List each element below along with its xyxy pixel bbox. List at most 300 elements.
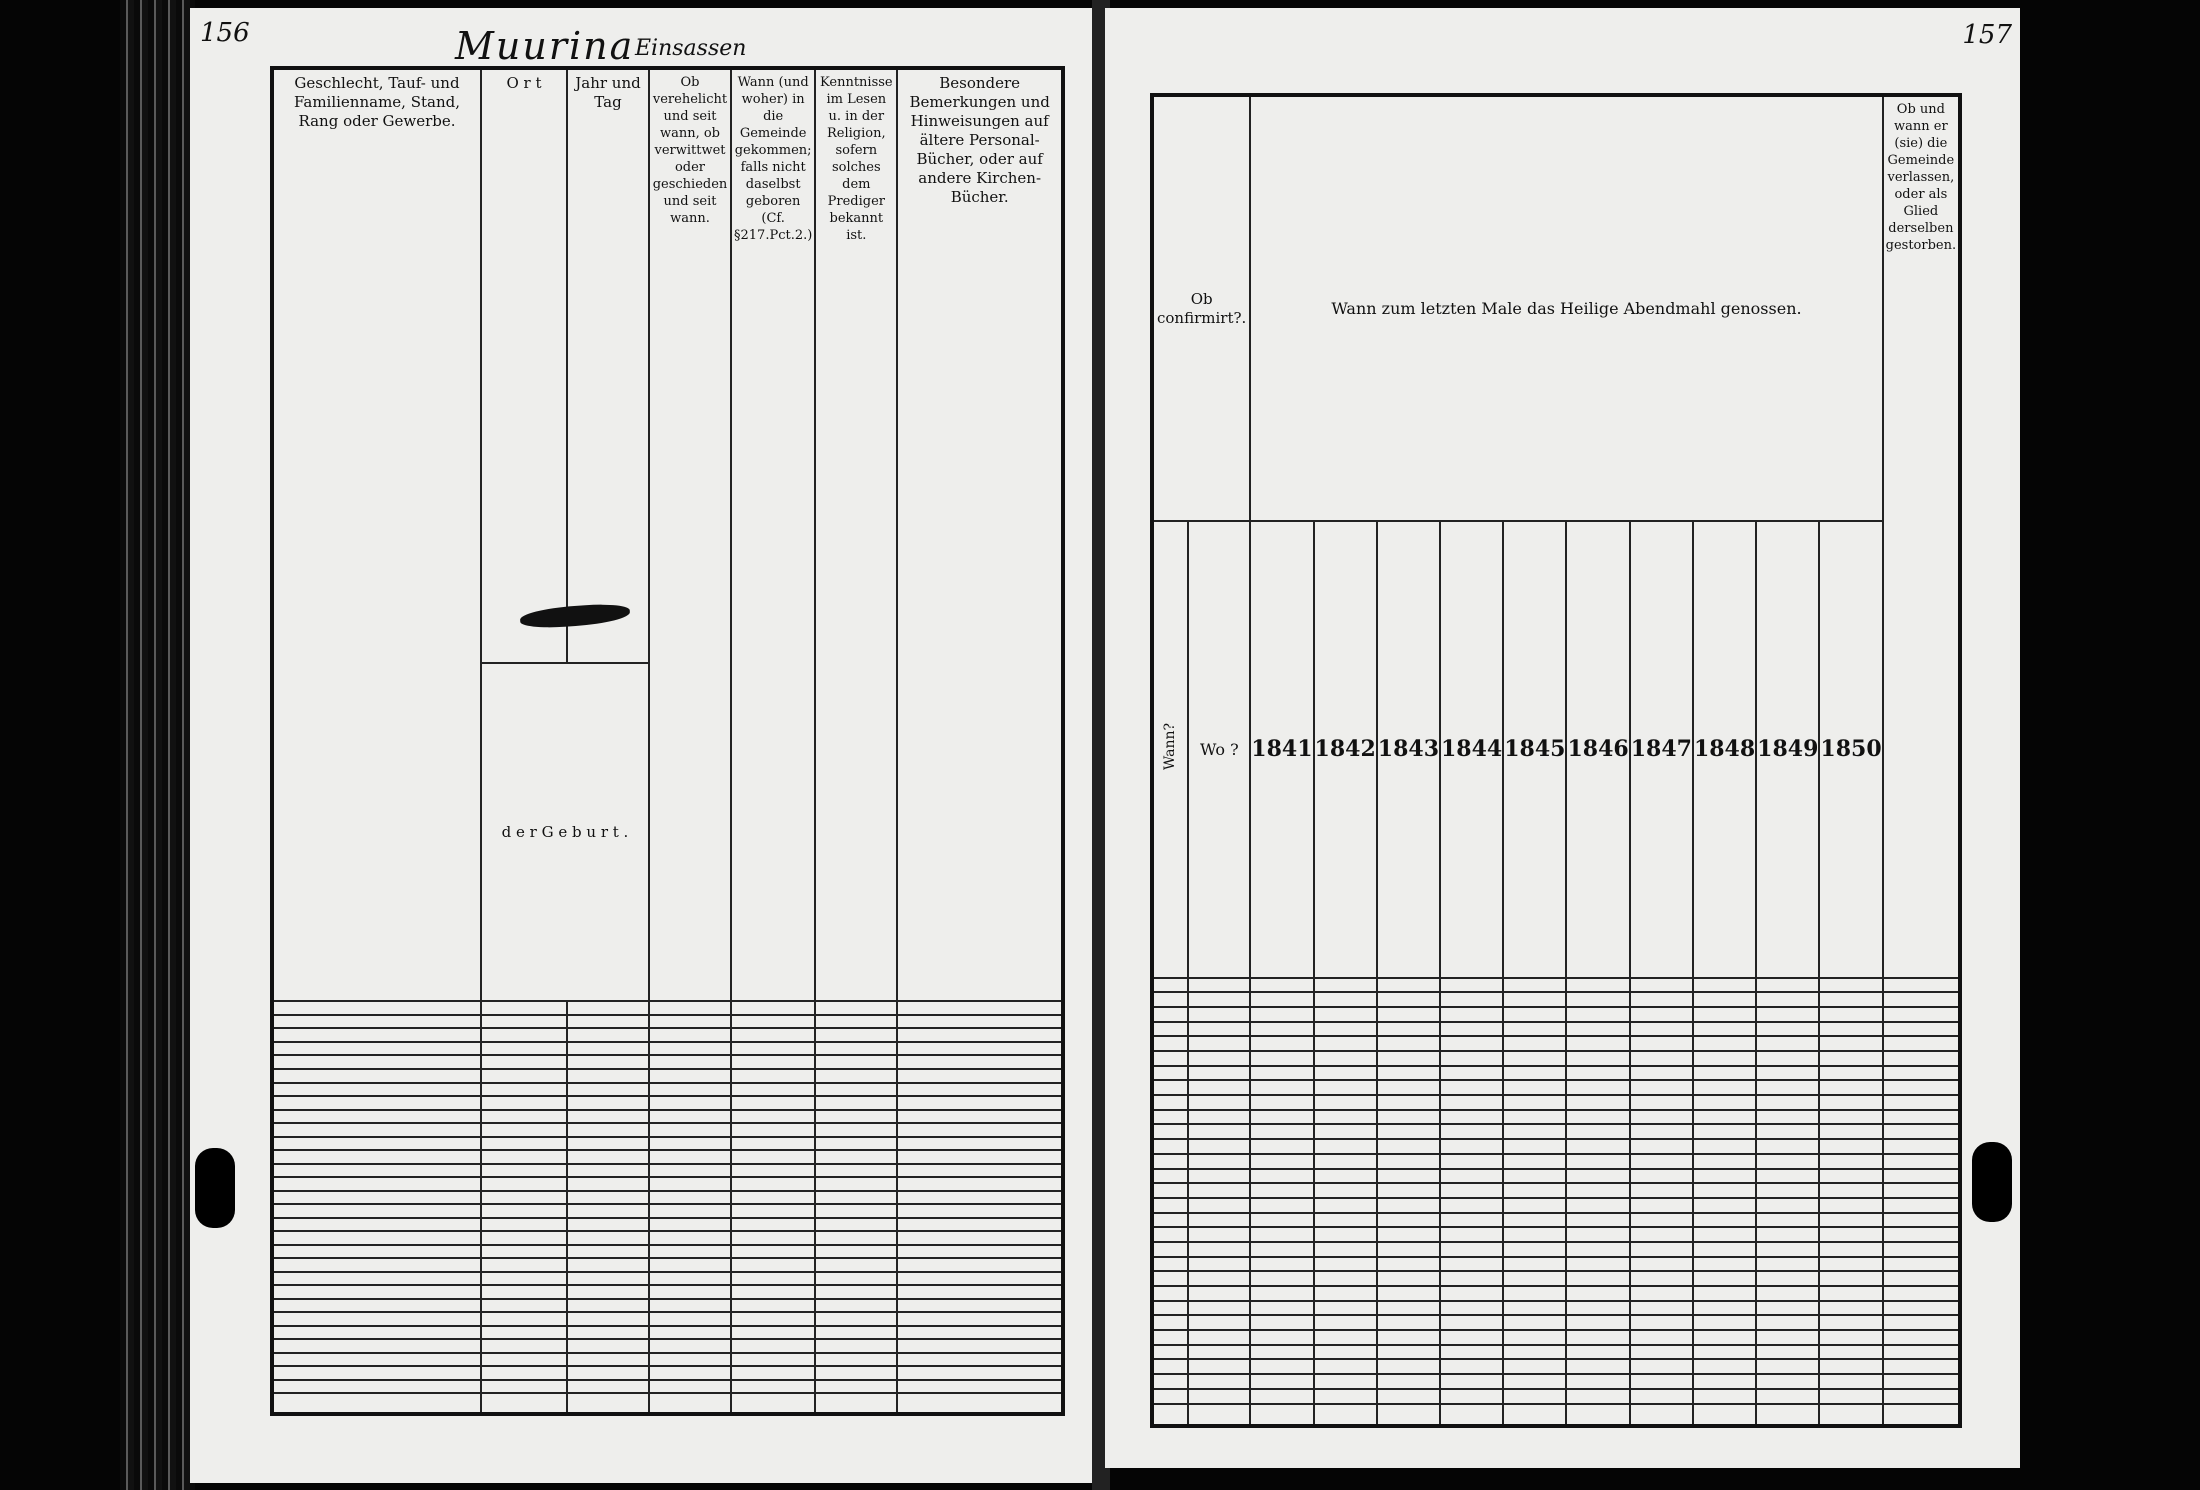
table-cell <box>481 1069 567 1083</box>
table-cell <box>1503 1154 1566 1169</box>
table-cell <box>1152 1080 1188 1095</box>
table-cell <box>1440 1066 1503 1081</box>
table-cell <box>1503 1080 1566 1095</box>
table-cell <box>815 1191 897 1205</box>
table-cell <box>1377 1066 1440 1081</box>
table-cell <box>1819 1315 1882 1330</box>
table-cell <box>815 1150 897 1164</box>
table-cell <box>1883 1271 1960 1286</box>
table-cell <box>1250 1095 1313 1110</box>
table-cell <box>567 1299 649 1313</box>
table-cell <box>815 1042 897 1056</box>
table-cell <box>649 1380 731 1394</box>
table-cell <box>1756 1404 1819 1426</box>
table-cell <box>1566 1183 1629 1198</box>
table-cell <box>1883 1301 1960 1316</box>
table-cell <box>1819 1169 1882 1184</box>
table-cell <box>1883 1198 1960 1213</box>
table-cell <box>1756 1359 1819 1374</box>
table-cell <box>1440 1022 1503 1037</box>
table-cell <box>649 1015 731 1029</box>
table-row <box>1152 1404 1960 1426</box>
table-cell <box>1152 978 1188 993</box>
table-cell <box>272 1001 481 1015</box>
table-cell <box>1250 1286 1313 1301</box>
table-cell <box>1152 1139 1188 1154</box>
table-row <box>272 1380 1063 1394</box>
table-cell <box>1566 1359 1629 1374</box>
table-cell <box>1756 1124 1819 1139</box>
table-cell <box>1503 1198 1566 1213</box>
table-cell <box>1883 1389 1960 1404</box>
table-cell <box>272 1231 481 1245</box>
table-cell <box>1503 1110 1566 1125</box>
table-cell <box>649 1110 731 1124</box>
table-cell <box>649 1326 731 1340</box>
table-cell <box>1566 1124 1629 1139</box>
table-cell <box>1883 1154 1960 1169</box>
table-row <box>272 1285 1063 1299</box>
table-cell <box>649 1218 731 1232</box>
table-cell <box>272 1285 481 1299</box>
table-cell <box>1630 978 1693 993</box>
table-cell <box>1693 1271 1756 1286</box>
table-cell <box>1250 1359 1313 1374</box>
table-cell <box>1819 1124 1882 1139</box>
table-cell <box>1693 1183 1756 1198</box>
table-cell <box>1440 1213 1503 1228</box>
table-row <box>272 1353 1063 1367</box>
table-cell <box>1250 1271 1313 1286</box>
table-cell <box>1377 1374 1440 1389</box>
table-cell <box>272 1245 481 1259</box>
table-cell <box>1152 1095 1188 1110</box>
table-cell <box>1630 1374 1693 1389</box>
table-cell <box>1314 1007 1377 1022</box>
table-cell <box>1566 1286 1629 1301</box>
table-cell <box>897 1191 1063 1205</box>
table-cell <box>815 1393 897 1414</box>
year-header-1845: 1845 <box>1503 521 1566 977</box>
table-row <box>272 1272 1063 1286</box>
table-row <box>1152 1301 1960 1316</box>
table-cell <box>272 1015 481 1029</box>
table-cell <box>731 1028 815 1042</box>
table-cell <box>897 1380 1063 1394</box>
table-cell <box>1188 1080 1250 1095</box>
table-cell <box>1440 1080 1503 1095</box>
table-cell <box>1250 1374 1313 1389</box>
table-cell <box>1883 1257 1960 1272</box>
table-cell <box>272 1339 481 1353</box>
table-cell <box>1440 1154 1503 1169</box>
table-cell <box>1152 1257 1188 1272</box>
header-confirmed: Ob confirmirt?. <box>1152 95 1250 521</box>
table-cell <box>1503 1007 1566 1022</box>
book-spine <box>120 0 195 1490</box>
table-cell <box>1630 1286 1693 1301</box>
table-cell <box>1152 1124 1188 1139</box>
table-cell <box>731 1042 815 1056</box>
table-cell <box>1756 1110 1819 1125</box>
table-cell <box>1188 1110 1250 1125</box>
table-cell <box>1503 1051 1566 1066</box>
table-cell <box>1693 1095 1756 1110</box>
table-cell <box>649 1258 731 1272</box>
table-cell <box>272 1204 481 1218</box>
table-cell <box>481 1028 567 1042</box>
table-cell <box>1503 1345 1566 1360</box>
table-cell <box>1693 1169 1756 1184</box>
table-cell <box>731 1123 815 1137</box>
table-cell <box>649 1231 731 1245</box>
table-cell <box>1756 1374 1819 1389</box>
table-cell <box>1503 1330 1566 1345</box>
table-cell <box>815 1001 897 1015</box>
table-cell <box>1566 1036 1629 1051</box>
table-cell <box>649 1339 731 1353</box>
table-cell <box>1314 1242 1377 1257</box>
table-row <box>1152 1271 1960 1286</box>
table-cell <box>1630 1139 1693 1154</box>
year-header-1843: 1843 <box>1377 521 1440 977</box>
table-cell <box>815 1380 897 1394</box>
table-cell <box>1188 1227 1250 1242</box>
table-cell <box>1630 1227 1693 1242</box>
table-row <box>1152 1154 1960 1169</box>
table-cell <box>1693 1286 1756 1301</box>
table-cell <box>567 1191 649 1205</box>
table-cell <box>1314 992 1377 1007</box>
table-cell <box>815 1137 897 1151</box>
table-cell <box>1883 1036 1960 1051</box>
table-cell <box>1377 1227 1440 1242</box>
table-cell <box>1693 1345 1756 1360</box>
table-cell <box>1693 1359 1756 1374</box>
table-cell <box>1250 1301 1313 1316</box>
table-cell <box>1883 1124 1960 1139</box>
table-cell <box>1566 1301 1629 1316</box>
table-row <box>272 1096 1063 1110</box>
table-row <box>272 1393 1063 1414</box>
table-cell <box>481 1326 567 1340</box>
table-row <box>1152 1389 1960 1404</box>
table-cell <box>649 1353 731 1367</box>
table-cell <box>272 1312 481 1326</box>
table-cell <box>1152 1154 1188 1169</box>
table-cell <box>1440 1374 1503 1389</box>
table-cell <box>1188 1198 1250 1213</box>
table-cell <box>1250 1345 1313 1360</box>
table-row <box>1152 1286 1960 1301</box>
table-cell <box>567 1339 649 1353</box>
table-cell <box>1883 1007 1960 1022</box>
table-cell <box>1566 1139 1629 1154</box>
table-cell <box>1314 1330 1377 1345</box>
table-cell <box>1314 1389 1377 1404</box>
table-cell <box>1377 1345 1440 1360</box>
table-cell <box>731 1258 815 1272</box>
table-cell <box>1152 1213 1188 1228</box>
table-cell <box>731 1272 815 1286</box>
table-row <box>1152 1315 1960 1330</box>
table-cell <box>1630 1022 1693 1037</box>
table-cell <box>1314 978 1377 993</box>
table-cell <box>897 1001 1063 1015</box>
table-cell <box>1693 978 1756 993</box>
table-cell <box>1250 1257 1313 1272</box>
table-cell <box>1250 1154 1313 1169</box>
table-cell <box>1756 1036 1819 1051</box>
table-cell <box>1503 1242 1566 1257</box>
table-cell <box>1377 1198 1440 1213</box>
table-cell <box>1377 1124 1440 1139</box>
table-cell <box>1250 1007 1313 1022</box>
table-cell <box>1566 1257 1629 1272</box>
table-cell <box>649 1096 731 1110</box>
table-cell <box>1630 1242 1693 1257</box>
table-cell <box>1819 1022 1882 1037</box>
table-cell <box>649 1272 731 1286</box>
table-cell <box>1883 978 1960 993</box>
table-row <box>1152 1198 1960 1213</box>
table-row <box>1152 1124 1960 1139</box>
header-where: Wo ? <box>1188 521 1250 977</box>
table-cell <box>1819 1345 1882 1360</box>
table-row <box>1152 1066 1960 1081</box>
table-cell <box>1250 1227 1313 1242</box>
table-cell <box>1152 1198 1188 1213</box>
table-cell <box>649 1055 731 1069</box>
table-cell <box>1377 1154 1440 1169</box>
table-cell <box>731 1110 815 1124</box>
table-cell <box>1756 1242 1819 1257</box>
table-cell <box>1377 1022 1440 1037</box>
table-cell <box>1756 1066 1819 1081</box>
table-cell <box>1819 992 1882 1007</box>
table-cell <box>1503 1404 1566 1426</box>
table-cell <box>1152 1315 1188 1330</box>
table-cell <box>897 1258 1063 1272</box>
table-cell <box>1819 1213 1882 1228</box>
table-cell <box>1630 1257 1693 1272</box>
table-cell <box>1188 1389 1250 1404</box>
table-cell <box>567 1231 649 1245</box>
table-cell <box>1630 1124 1693 1139</box>
table-cell <box>1152 1036 1188 1051</box>
table-cell <box>1250 992 1313 1007</box>
table-row <box>1152 1007 1960 1022</box>
table-cell <box>1693 1036 1756 1051</box>
table-cell <box>1377 1404 1440 1426</box>
table-cell <box>1377 1080 1440 1095</box>
table-cell <box>1566 1095 1629 1110</box>
table-cell <box>1440 1286 1503 1301</box>
table-cell <box>1819 1227 1882 1242</box>
table-cell <box>1250 1315 1313 1330</box>
header-knowledge: Kenntnisse im Lesen u. in der Religion, sofern solches dem Prediger bekannt ist. <box>815 68 897 1001</box>
table-cell <box>731 1083 815 1097</box>
table-cell <box>1756 1095 1819 1110</box>
table-cell <box>897 1055 1063 1069</box>
table-cell <box>1883 1330 1960 1345</box>
table-cell <box>1314 1169 1377 1184</box>
table-cell <box>1630 1213 1693 1228</box>
table-cell <box>1188 1359 1250 1374</box>
table-cell <box>1756 1139 1819 1154</box>
table-cell <box>731 1191 815 1205</box>
table-cell <box>815 1285 897 1299</box>
table-cell <box>1314 1345 1377 1360</box>
table-cell <box>567 1285 649 1299</box>
table-cell <box>1377 1286 1440 1301</box>
table-cell <box>897 1096 1063 1110</box>
table-cell <box>1188 1330 1250 1345</box>
table-cell <box>1314 1110 1377 1125</box>
table-cell <box>567 1177 649 1191</box>
table-cell <box>481 1123 567 1137</box>
table-row <box>272 1055 1063 1069</box>
table-cell <box>1630 1330 1693 1345</box>
table-cell <box>815 1339 897 1353</box>
table-cell <box>1440 1095 1503 1110</box>
table-cell <box>1314 1198 1377 1213</box>
table-cell <box>1756 1183 1819 1198</box>
table-cell <box>1503 978 1566 993</box>
table-cell <box>1630 1110 1693 1125</box>
header-married: Ob verehelicht und seit wann, ob verwittwet oder geschieden und seit wann. <box>649 68 731 1001</box>
table-cell <box>567 1366 649 1380</box>
table-cell <box>1819 1301 1882 1316</box>
table-cell <box>272 1137 481 1151</box>
table-cell <box>897 1042 1063 1056</box>
table-cell <box>1819 1080 1882 1095</box>
left-page <box>190 8 1098 1483</box>
table-row <box>272 1245 1063 1259</box>
header-arrived: Wann (und woher) in die Gemeinde gekommen; falls nicht daselbst geboren (Cf. §217.Pct.2.) <box>731 68 815 1001</box>
header-place: O r t <box>481 68 567 663</box>
table-row <box>272 1326 1063 1340</box>
table-cell <box>649 1042 731 1056</box>
table-cell <box>1630 1389 1693 1404</box>
table-cell <box>481 1393 567 1414</box>
table-cell <box>1693 1213 1756 1228</box>
table-cell <box>1566 1404 1629 1426</box>
table-cell <box>649 1028 731 1042</box>
table-cell <box>1503 1036 1566 1051</box>
table-cell <box>481 1083 567 1097</box>
table-cell <box>1440 1227 1503 1242</box>
table-cell <box>1440 1330 1503 1345</box>
table-cell <box>1566 1022 1629 1037</box>
table-cell <box>897 1245 1063 1259</box>
table-cell <box>1503 1213 1566 1228</box>
table-cell <box>1314 1404 1377 1426</box>
table-cell <box>1756 1389 1819 1404</box>
header-communion: Wann zum letzten Male das Heilige Abendmahl genossen. <box>1250 95 1882 521</box>
table-cell <box>1819 1286 1882 1301</box>
table-cell <box>567 1312 649 1326</box>
table-cell <box>272 1380 481 1394</box>
table-row <box>1152 1036 1960 1051</box>
table-cell <box>1188 1183 1250 1198</box>
table-cell <box>1819 1257 1882 1272</box>
table-cell <box>272 1272 481 1286</box>
table-cell <box>897 1272 1063 1286</box>
table-cell <box>1188 1154 1250 1169</box>
table-cell <box>1314 1227 1377 1242</box>
table-cell <box>1503 1183 1566 1198</box>
header-birth: d e r G e b u r t . <box>481 663 649 1001</box>
table-cell <box>1693 1242 1756 1257</box>
table-cell <box>272 1353 481 1367</box>
table-row <box>1152 1080 1960 1095</box>
table-cell <box>567 1055 649 1069</box>
table-cell <box>1377 1051 1440 1066</box>
table-cell <box>481 1339 567 1353</box>
table-cell <box>897 1231 1063 1245</box>
table-cell <box>1819 1095 1882 1110</box>
table-cell <box>815 1312 897 1326</box>
page-number-left: 156 <box>200 18 250 48</box>
table-cell <box>1756 1315 1819 1330</box>
table-cell <box>1693 992 1756 1007</box>
table-row <box>272 1231 1063 1245</box>
table-cell <box>1883 1242 1960 1257</box>
table-cell <box>1314 1022 1377 1037</box>
handwritten-subtitle: Einsassen <box>635 36 747 61</box>
table-cell <box>815 1299 897 1313</box>
table-cell <box>1566 1345 1629 1360</box>
table-cell <box>272 1055 481 1069</box>
table-cell <box>1152 1359 1188 1374</box>
table-cell <box>1152 1227 1188 1242</box>
table-cell <box>1377 1183 1440 1198</box>
table-cell <box>1250 1330 1313 1345</box>
table-cell <box>567 1393 649 1414</box>
table-cell <box>1693 1374 1756 1389</box>
table-cell <box>1693 1330 1756 1345</box>
table-cell <box>731 1164 815 1178</box>
table-row <box>1152 1257 1960 1272</box>
table-row <box>272 1001 1063 1015</box>
table-cell <box>1314 1374 1377 1389</box>
table-cell <box>1693 1007 1756 1022</box>
table-cell <box>1152 1183 1188 1198</box>
table-row <box>1152 1139 1960 1154</box>
table-row <box>272 1312 1063 1326</box>
table-cell <box>1630 1271 1693 1286</box>
table-cell <box>1630 1183 1693 1198</box>
table-cell <box>1503 1271 1566 1286</box>
table-cell <box>1693 1154 1756 1169</box>
year-header-1850: 1850 <box>1819 521 1882 977</box>
table-cell <box>1566 1066 1629 1081</box>
table-cell <box>1250 1080 1313 1095</box>
table-cell <box>731 1204 815 1218</box>
table-cell <box>731 1218 815 1232</box>
table-cell <box>1883 1139 1960 1154</box>
table-cell <box>1377 1036 1440 1051</box>
register-table-left <box>270 66 1065 1416</box>
table-cell <box>567 1150 649 1164</box>
table-cell <box>731 1069 815 1083</box>
table-cell <box>1314 1315 1377 1330</box>
table-cell <box>649 1366 731 1380</box>
table-cell <box>1693 1227 1756 1242</box>
table-cell <box>1693 1124 1756 1139</box>
table-cell <box>1314 1286 1377 1301</box>
